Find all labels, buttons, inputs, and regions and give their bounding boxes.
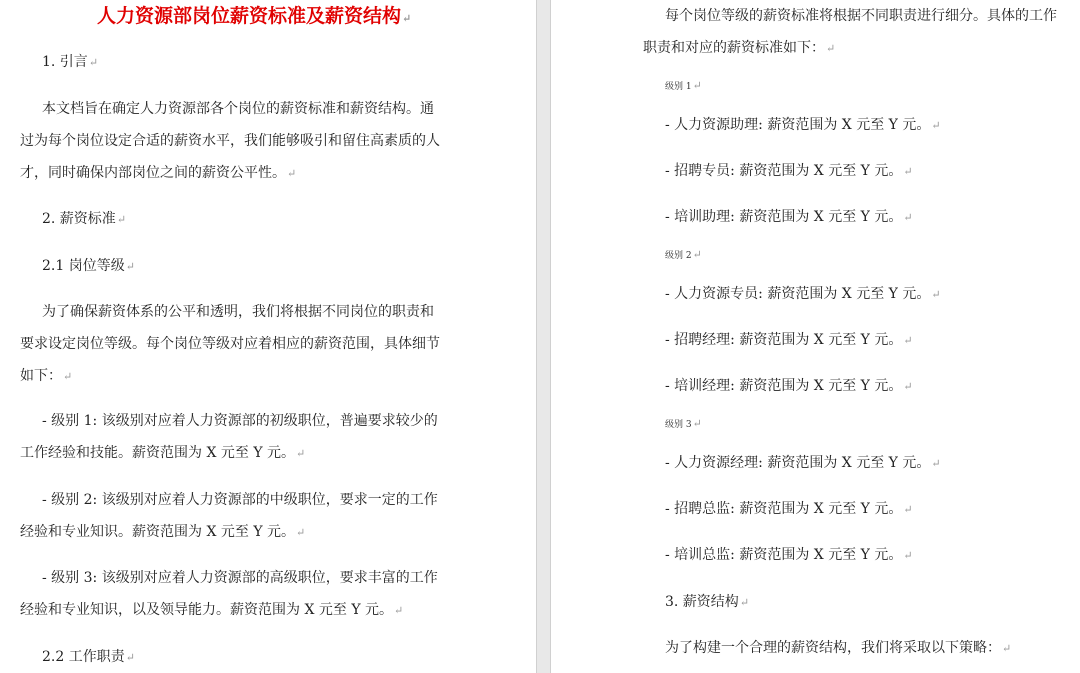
intro-paragraph-line: 才，同时确保内部岗位之间的薪资公平性。↵ xyxy=(20,165,297,181)
paragraph-mark-icon: ↵ xyxy=(903,334,913,347)
position-salary-item: - 招聘经理: 薪资范围为 X 元至 Y 元。↵ xyxy=(665,332,913,348)
document-title: 人力资源部岗位薪资标准及薪资结构↵ xyxy=(97,5,412,27)
section-heading-intro: 1. 引言↵ xyxy=(42,54,99,70)
position-salary-item: - 培训经理: 薪资范围为 X 元至 Y 元。↵ xyxy=(665,378,913,394)
document-page-left xyxy=(0,0,536,673)
level-2-item-line: 经验和专业知识。薪资范围为 X 元至 Y 元。↵ xyxy=(20,524,306,540)
paragraph-mark-icon: ↵ xyxy=(931,119,941,132)
section-heading-salary-standard: 2. 薪资标准↵ xyxy=(42,211,127,227)
levels-paragraph-line: 为了确保薪资体系的公平和透明，我们将根据不同岗位的职责和 xyxy=(42,304,434,320)
level-group-label: 级别 1↵ xyxy=(665,79,702,92)
paragraph-mark-icon: ↵ xyxy=(402,12,412,25)
paragraph-mark-icon: ↵ xyxy=(931,457,941,470)
document-page-right xyxy=(551,0,1080,673)
paragraph-mark-icon: ↵ xyxy=(931,288,941,301)
paragraph-mark-icon: ↵ xyxy=(903,549,913,562)
level-3-item-line: 经验和专业知识，以及领导能力。薪资范围为 X 元至 Y 元。↵ xyxy=(20,602,404,618)
position-salary-item: - 招聘专员: 薪资范围为 X 元至 Y 元。↵ xyxy=(665,163,913,179)
position-salary-item: - 培训总监: 薪资范围为 X 元至 Y 元。↵ xyxy=(665,547,913,563)
levels-paragraph-line: 如下：↵ xyxy=(20,368,73,384)
paragraph-mark-icon: ↵ xyxy=(903,503,913,516)
paragraph-mark-icon: ↵ xyxy=(296,447,306,460)
levels-paragraph-line: 要求设定岗位等级。每个岗位等级对应着相应的薪资范围，具体细节 xyxy=(20,336,440,352)
paragraph-mark-icon: ↵ xyxy=(739,596,750,609)
paragraph-mark-icon: ↵ xyxy=(903,380,913,393)
position-salary-item: - 人力资源专员: 薪资范围为 X 元至 Y 元。↵ xyxy=(665,286,941,302)
subsection-heading-job-duties: 2.2 工作职责↵ xyxy=(42,649,135,665)
paragraph-mark-icon: ↵ xyxy=(692,248,702,261)
paragraph-mark-icon: ↵ xyxy=(125,260,135,273)
structure-paragraph-line: 为了构建一个合理的薪资结构，我们将采取以下策略：↵ xyxy=(665,640,1012,656)
duties-paragraph-line: 每个岗位等级的薪资标准将根据不同职责进行细分。具体的工作 xyxy=(665,8,1057,24)
subsection-heading-job-levels: 2.1 岗位等级↵ xyxy=(42,258,135,274)
level-group-label: 级别 3↵ xyxy=(665,417,702,430)
level-2-item-line: - 级别 2: 该级别对应着人力资源部的中级职位，要求一定的工作 xyxy=(42,492,438,508)
paragraph-mark-icon: ↵ xyxy=(287,167,297,180)
paragraph-mark-icon: ↵ xyxy=(903,165,913,178)
paragraph-mark-icon: ↵ xyxy=(826,42,836,55)
position-salary-item: - 人力资源助理: 薪资范围为 X 元至 Y 元。↵ xyxy=(665,117,941,133)
paragraph-mark-icon: ↵ xyxy=(903,211,913,224)
position-salary-item: - 招聘总监: 薪资范围为 X 元至 Y 元。↵ xyxy=(665,501,913,517)
position-salary-item: - 培训助理: 薪资范围为 X 元至 Y 元。↵ xyxy=(665,209,913,225)
duties-paragraph-line: 职责和对应的薪资标准如下：↵ xyxy=(643,40,836,56)
paragraph-mark-icon: ↵ xyxy=(296,526,306,539)
level-1-item-line: 工作经验和技能。薪资范围为 X 元至 Y 元。↵ xyxy=(20,445,306,461)
level-group-label: 级别 2↵ xyxy=(665,248,702,261)
paragraph-mark-icon: ↵ xyxy=(116,213,127,226)
intro-paragraph-line: 本文档旨在确定人力资源部各个岗位的薪资标准和薪资结构。通 xyxy=(42,101,434,117)
paragraph-mark-icon: ↵ xyxy=(125,651,135,664)
position-salary-item: - 人力资源经理: 薪资范围为 X 元至 Y 元。↵ xyxy=(665,455,941,471)
paragraph-mark-icon: ↵ xyxy=(692,417,702,430)
page-gutter xyxy=(536,0,551,673)
intro-paragraph-line: 过为每个岗位设定合适的薪资水平，我们能够吸引和留住高素质的人 xyxy=(20,133,440,149)
paragraph-mark-icon: ↵ xyxy=(63,370,73,383)
section-heading-salary-structure: 3. 薪资结构↵ xyxy=(665,594,750,610)
paragraph-mark-icon: ↵ xyxy=(1002,642,1012,655)
paragraph-mark-icon: ↵ xyxy=(394,604,404,617)
paragraph-mark-icon: ↵ xyxy=(692,79,702,92)
level-3-item-line: - 级别 3: 该级别对应着人力资源部的高级职位，要求丰富的工作 xyxy=(42,570,438,586)
level-1-item-line: - 级别 1: 该级别对应着人力资源部的初级职位，普遍要求较少的 xyxy=(42,413,438,429)
paragraph-mark-icon: ↵ xyxy=(88,56,99,69)
